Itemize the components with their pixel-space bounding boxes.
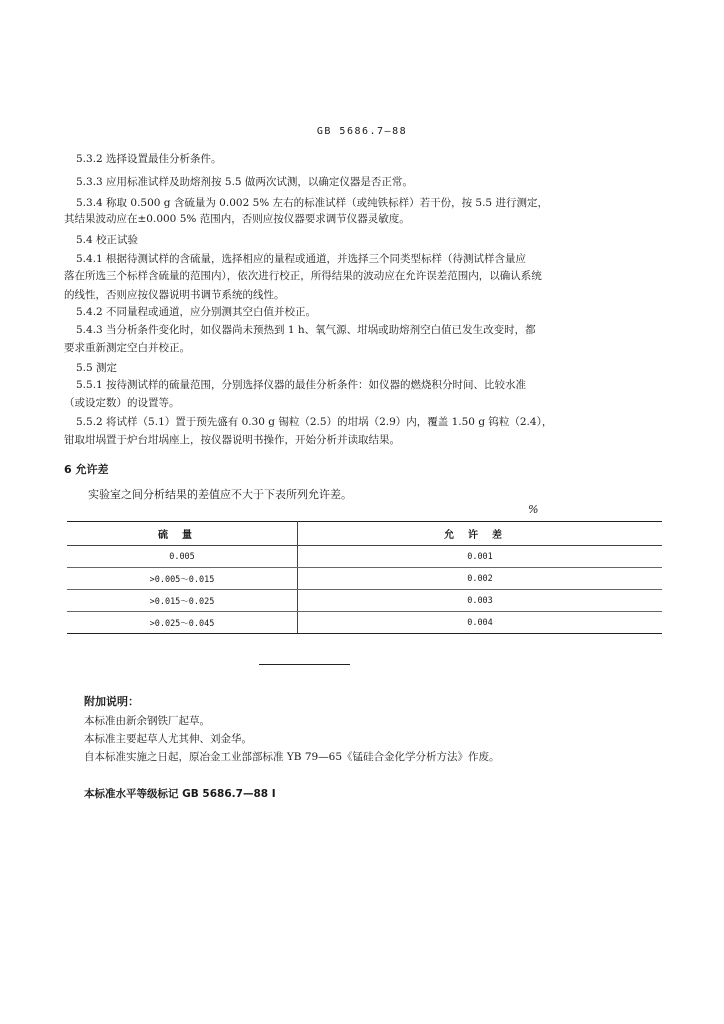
para-5-3-3: 5.3.3 应用标准试样及助熔剂按 5.5 做两次试测，以确定仪器是否正常。 bbox=[76, 176, 413, 188]
table-header-row bbox=[67, 522, 662, 546]
para-5-5-2-line1: 5.5.2 将试样（5.1）置于预先盛有 0.30 g 锡粒（2.5）的坩埚（2.9）内，覆盖 1.50 g 钨粒（2.4）， bbox=[76, 416, 553, 428]
para-5-5-2-line2: 钳取坩埚置于炉台坩埚座上，按仪器说明书操作，开始分析并读取结果。 bbox=[64, 434, 400, 446]
tolerance-table bbox=[67, 521, 662, 634]
standard-code-header: GB 5686.7—88 bbox=[316, 126, 408, 137]
note-line-1: 本标准由新余钢铁厂起草。 bbox=[84, 715, 210, 727]
notes-title: 附加说明： bbox=[84, 695, 139, 708]
table-row bbox=[67, 546, 662, 568]
para-5-4-3-line2: 要求重新测定空白并校正。 bbox=[64, 342, 190, 354]
table-unit: % bbox=[528, 503, 539, 516]
table-row bbox=[67, 612, 662, 634]
col-header-tolerance: 允许差 bbox=[298, 522, 663, 546]
para-5-5-1-line1: 5.5.1 按待测试样的硫量范围，分别选择仪器的最佳分析条件：如仪器的燃烧积分时间、比较水准 bbox=[76, 379, 527, 391]
para-5-5-1-line2: （或设定数）的设置等。 bbox=[64, 397, 180, 409]
cell-sulfur: >0.015～0.025 bbox=[67, 590, 298, 612]
cell-sulfur: >0.005～0.015 bbox=[67, 568, 298, 590]
table-row bbox=[67, 568, 662, 590]
para-5-4-1-line1: 5.4.1 根据待测试样的含硫量，选择相应的量程或通道，并选择三个同类型标样（待测试样含量应 bbox=[76, 253, 527, 265]
cell-tolerance: 0.004 bbox=[298, 612, 663, 634]
cell-tolerance: 0.003 bbox=[298, 590, 663, 612]
section-divider bbox=[259, 664, 350, 665]
para-5-3-4-line1: 5.3.4 称取 0.500 g 含硫量为 0.002 5% 左右的标准试样（或纯铁标样）若干份，按 5.5 进行测定， bbox=[76, 197, 548, 209]
standard-level-mark: 本标准水平等级标记 GB 5686.7—88 Ⅰ bbox=[84, 788, 276, 800]
para-5-3-4-line2: 其结果波动应在±0.000 5% 范围内，否则应按仪器要求调节仪器灵敏度。 bbox=[64, 213, 410, 225]
section-6-title: 6 允许差 bbox=[64, 463, 109, 476]
cell-sulfur: >0.025～0.045 bbox=[67, 612, 298, 634]
cell-tolerance: 0.002 bbox=[298, 568, 663, 590]
cell-tolerance: 0.001 bbox=[298, 546, 663, 568]
para-5-4-3-line1: 5.4.3 当分析条件变化时，如仪器尚未预热到 1 h、氧气源、坩埚或助熔剂空白值已发生改变时，都 bbox=[76, 324, 536, 336]
para-5-3-2: 5.3.2 选择设置最佳分析条件。 bbox=[76, 153, 222, 165]
col-header-sulfur: 硫量 bbox=[67, 522, 298, 546]
heading-5-4: 5.4 校正试验 bbox=[76, 234, 139, 246]
table-row bbox=[67, 590, 662, 612]
heading-5-5: 5.5 测定 bbox=[76, 362, 118, 374]
para-5-4-2: 5.4.2 不同量程或通道，应分别测其空白值并校正。 bbox=[76, 306, 317, 318]
note-line-2: 本标准主要起草人尤其伸、刘金华。 bbox=[84, 733, 252, 745]
note-line-3: 自本标准实施之日起，原冶金工业部部标准 YB 79—65《锰硅合金化学分析方法》作废。 bbox=[84, 751, 500, 763]
cell-sulfur: 0.005 bbox=[67, 546, 298, 568]
para-5-4-1-line2: 落在所选三个标样含硫量的范围内），依次进行校正，所得结果的波动应在允许误差范围内，以确认系统 bbox=[64, 270, 542, 282]
section-6-intro: 实验室之间分析结果的差值应不大于下表所列允许差。 bbox=[88, 488, 352, 501]
para-5-4-1-line3: 的线性，否则应按仪器说明书调节系统的线性。 bbox=[64, 289, 285, 301]
